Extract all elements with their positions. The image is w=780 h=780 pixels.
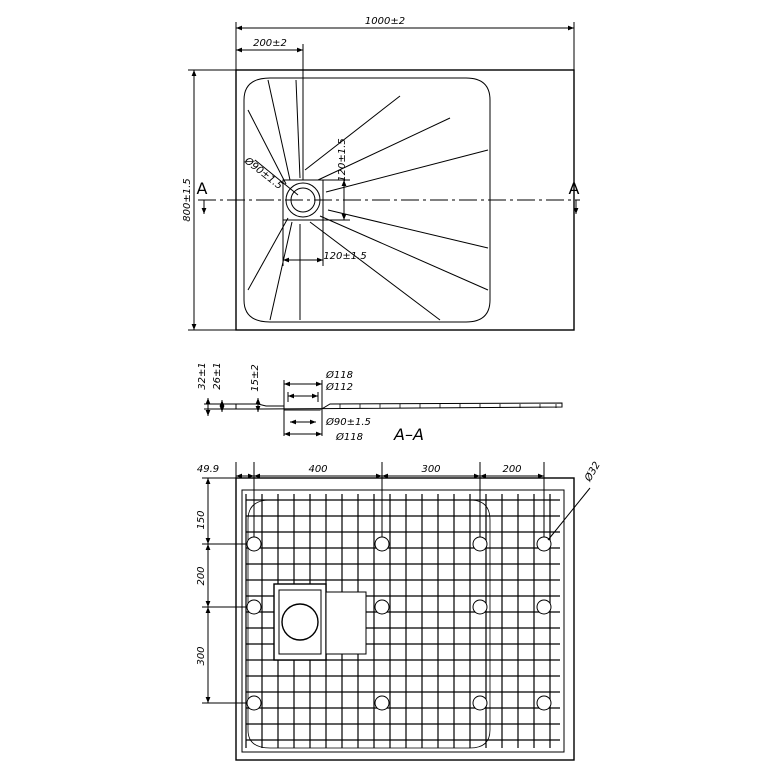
section-marker-right: A bbox=[568, 179, 580, 198]
foot-diameter-leader bbox=[548, 488, 590, 540]
drain-diameter-label: Ø90±1.5 bbox=[242, 155, 285, 193]
support-foot bbox=[247, 600, 261, 614]
drain-offset-label: 200±2 bbox=[253, 38, 287, 49]
support-foot bbox=[473, 696, 487, 710]
support-foot bbox=[473, 537, 487, 551]
support-foot bbox=[375, 696, 389, 710]
total-height-label: 32±1 bbox=[197, 362, 208, 390]
support-foot bbox=[375, 537, 389, 551]
span-1-label: 400 bbox=[308, 464, 328, 475]
span-3-label: 200 bbox=[502, 464, 522, 475]
section-title: A–A bbox=[394, 425, 424, 444]
section-drain-diameter-label: Ø90±1.5 bbox=[326, 417, 371, 428]
bottom-view-labels bbox=[196, 460, 603, 666]
rise-1-label: 150 bbox=[196, 510, 207, 530]
rise-2-label: 200 bbox=[196, 566, 207, 586]
support-foot bbox=[537, 600, 551, 614]
inner-diameter-label: Ø112 bbox=[326, 382, 353, 393]
rise-3-label: 300 bbox=[196, 646, 207, 666]
top-view bbox=[188, 22, 580, 330]
support-foot bbox=[473, 600, 487, 614]
support-foot bbox=[375, 600, 389, 614]
outer-diameter-top-label: Ø118 bbox=[326, 370, 353, 381]
drain-depth-label: 15±2 bbox=[250, 364, 261, 392]
tray-height-label: 26±1 bbox=[212, 362, 223, 390]
drain-box-height-label: 120±1.5 bbox=[337, 138, 348, 182]
outer-diameter-bottom-label: Ø118 bbox=[336, 432, 363, 443]
support-foot bbox=[247, 537, 261, 551]
top-view-labels bbox=[182, 16, 580, 262]
support-foot bbox=[247, 696, 261, 710]
overall-depth-label: 800±1.5 bbox=[182, 178, 193, 222]
span-2-label: 300 bbox=[421, 464, 441, 475]
drain-channel bbox=[326, 592, 366, 654]
section-profile bbox=[236, 403, 562, 410]
support-foot bbox=[537, 696, 551, 710]
bottom-view bbox=[202, 462, 590, 760]
section-marker-left: A bbox=[196, 179, 208, 198]
edge-offset-label: 49.9 bbox=[196, 464, 220, 475]
foot-diameter-label: Ø32 bbox=[583, 460, 603, 484]
overall-width-label: 1000±2 bbox=[364, 16, 406, 27]
drain-box-width-label: 120±1.5 bbox=[323, 251, 367, 262]
drain-outlet bbox=[282, 604, 318, 640]
section-view-labels bbox=[197, 362, 424, 444]
